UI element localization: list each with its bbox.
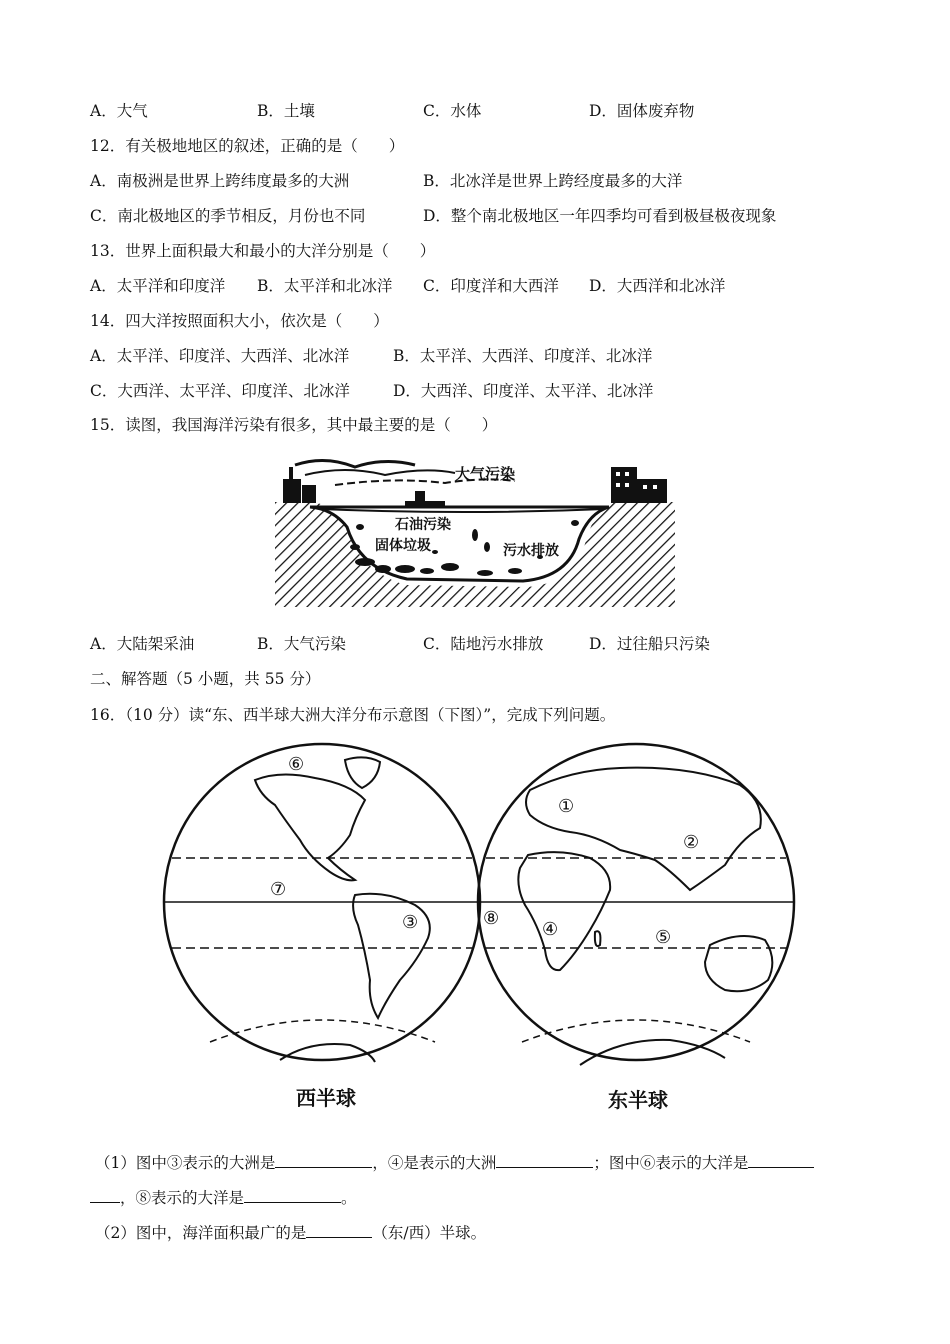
label-air-pollution: 大气污染 — [455, 465, 516, 483]
marker-3: ③ — [402, 912, 419, 933]
q12-option-c: C．南北极地区的季节相反，月份也不同 — [90, 207, 366, 225]
answer-blank-8[interactable] — [244, 1186, 341, 1203]
hemisphere-map — [150, 740, 810, 1140]
q11-option-a: A．大气 — [90, 102, 148, 120]
pollution-figure — [275, 457, 675, 607]
marker-4: ④ — [542, 919, 559, 940]
q11-option-b: B．土壤 — [257, 102, 315, 120]
section-heading: 二、解答题（5 小题，共 55 分） — [90, 670, 321, 688]
q13-stem: 13．世界上面积最大和最小的大洋分别是（ ） — [90, 242, 436, 260]
east-hemisphere-label: 东半球 — [608, 1088, 668, 1112]
q12-stem: 12．有关极地地区的叙述，正确的是（ ） — [90, 137, 405, 155]
marker-2: ② — [683, 832, 700, 853]
label-oil-pollution: 石油污染 — [395, 517, 451, 533]
marker-5: ⑤ — [655, 927, 672, 948]
marker-6: ⑥ — [288, 754, 305, 775]
q15-stem: 15．读图，我国海洋污染有很多，其中最主要的是（ ） — [90, 416, 498, 434]
q12-option-a: A．南极洲是世界上跨纬度最多的大洲 — [90, 172, 350, 190]
q13-option-a: A．太平洋和印度洋 — [90, 277, 226, 295]
q12-option-b: B．北冰洋是世界上跨经度最多的大洋 — [423, 172, 683, 190]
label-sewage: 污水排放 — [503, 543, 559, 559]
answer-blank-6-cont[interactable] — [90, 1186, 120, 1203]
q14-stem: 14．四大洋按照面积大小，依次是（ ） — [90, 312, 389, 330]
q11-option-c: C．水体 — [423, 102, 482, 120]
q16-p1-text-e: 。 — [341, 1189, 357, 1207]
q16-part1-line1 — [95, 1151, 814, 1173]
marker-8: ⑧ — [483, 908, 500, 929]
q15-option-d: D．过往船只污染 — [589, 635, 710, 653]
q16-p2-text-a: （2）图中，海洋面积最广的是 — [95, 1224, 307, 1242]
pollution-diagram — [275, 457, 675, 607]
q16-p1-text-a: （1）图中③表示的大洲是 — [95, 1154, 276, 1172]
hemisphere-map-svg — [150, 740, 810, 1140]
marker-7: ⑦ — [270, 879, 287, 900]
q15-option-c: C．陆地污水排放 — [423, 635, 544, 653]
q13-option-c: C．印度洋和大西洋 — [423, 277, 559, 295]
q14-option-c: C．大西洋、太平洋、印度洋、北冰洋 — [90, 382, 350, 400]
q16-p1-text-b: ，④是表示的大洲 — [372, 1154, 497, 1172]
answer-blank-4[interactable] — [496, 1151, 593, 1168]
q16-p1-text-c: ；图中⑥表示的大洋是 — [593, 1154, 749, 1172]
q16-p1-text-d: ，⑧表示的大洋是 — [120, 1189, 245, 1207]
west-hemisphere-label: 西半球 — [296, 1086, 356, 1110]
q14-option-a: A．太平洋、印度洋、大西洋、北冰洋 — [90, 347, 350, 365]
q13-option-d: D．大西洋和北冰洋 — [589, 277, 726, 295]
q13-option-b: B．太平洋和北冰洋 — [257, 277, 393, 295]
q16-part2 — [95, 1221, 486, 1243]
label-solid-waste: 固体垃圾 — [375, 538, 431, 554]
q16-stem: 16．（10 分）读“东、西半球大洲大洋分布示意图（下图）”，完成下列问题。 — [90, 706, 616, 724]
answer-blank-3[interactable] — [275, 1151, 372, 1168]
answer-blank-6[interactable] — [748, 1151, 814, 1168]
q11-option-d: D．固体废弃物 — [589, 102, 695, 120]
marker-1: ① — [558, 796, 575, 817]
q15-option-b: B．大气污染 — [257, 635, 346, 653]
answer-blank-hemisphere[interactable] — [306, 1221, 372, 1238]
q16-part1-line2 — [90, 1186, 357, 1208]
q15-option-a: A．大陆架采油 — [90, 635, 195, 653]
q14-option-d: D．大西洋、印度洋、太平洋、北冰洋 — [393, 382, 654, 400]
q12-option-d: D．整个南北极地区一年四季均可看到极昼极夜现象 — [423, 207, 777, 225]
q16-p2-text-b: （东/西）半球。 — [372, 1224, 487, 1242]
q14-option-b: B．太平洋、大西洋、印度洋、北冰洋 — [393, 347, 653, 365]
